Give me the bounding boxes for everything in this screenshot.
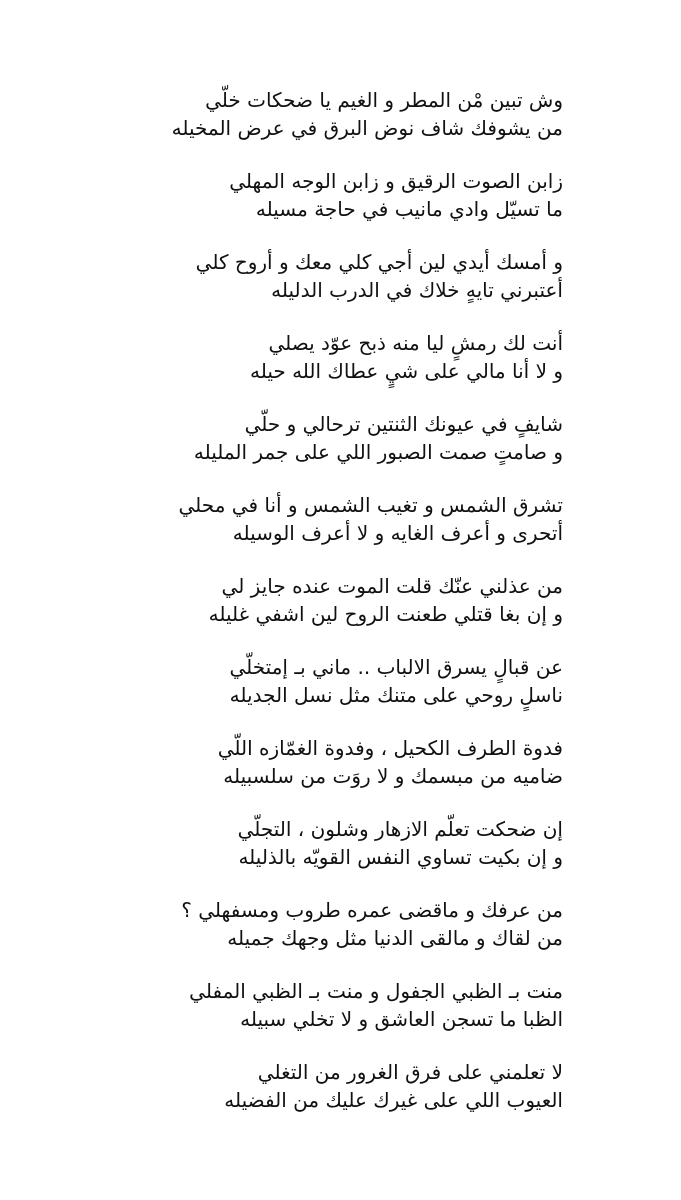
verse-line: فدوة الطرف الكحيل ، وفدوة الغمّازه اللّي <box>217 736 563 760</box>
stanza-3 <box>0 248 681 329</box>
poem <box>0 86 681 1139</box>
verse-line: و لا أنا مالي على شيٍ عطاك الله حيله <box>249 359 563 383</box>
stanza-1 <box>0 86 681 167</box>
verse-line: ناسلٍ روحي على متنك مثل نسل الجديله <box>229 683 563 707</box>
verse-line: تشرق الشمس و تغيب الشمس و أنا في محلي <box>178 493 563 517</box>
stanza-7 <box>0 572 681 653</box>
verse-line: منت بـ الظبي الجفول و منت بـ الظبي المفلي <box>189 979 563 1003</box>
verse-line: ما تسيّل وادي مانيب في حاجة مسيله <box>255 197 563 221</box>
verse-line: ضاميه من مبسمك و لا روَت من سلسبيله <box>223 764 563 788</box>
verse-line: من عذلني عنّك قلت الموت عنده جايز لي <box>221 574 563 598</box>
verse-line: من عرفك و ماقضى عمره طروب ومسفهلي ؟ <box>181 898 563 922</box>
stanza-2 <box>0 167 681 248</box>
verse-line: و إن بكيت تساوي النفس القويّه بالذليله <box>238 845 563 869</box>
stanza-10 <box>0 815 681 896</box>
verse-line: العيوب اللي على غيرك عليك من الفضيله <box>224 1088 563 1112</box>
verse-line: أنت لك رمشٍ ليا منه ذبح عوّد يصلي <box>268 331 563 355</box>
verse-line: زابن الصوت الرقيق و زابن الوجه المهلي <box>229 169 563 193</box>
verse-line: و إن بغا قتلي طعنت الروح لين اشفي غليله <box>208 602 563 626</box>
verse-line: الظبا ما تسجن العاشق و لا تخلي سبيله <box>240 1007 563 1031</box>
verse-line: و أمسك أيدي لين أجي كلي معك و أروح كلي <box>195 250 563 274</box>
verse-line: و صامتٍ صمت الصبور اللي على جمر المليله <box>193 440 563 464</box>
stanza-9 <box>0 734 681 815</box>
verse-line: إن ضحكت تعلّم الازهار وشلون ، التجلّي <box>237 817 563 841</box>
stanza-4 <box>0 329 681 410</box>
verse-line: شايفٍ في عيونك الثنتين ترحالي و حلّي <box>244 412 563 436</box>
stanza-8 <box>0 653 681 734</box>
verse-line: أتحرى و أعرف الغايه و لا أعرف الوسيله <box>232 521 563 545</box>
verse-line: وش تبين مْن المطر و الغيم يا ضحكات خلّي <box>205 88 563 112</box>
stanza-6 <box>0 491 681 572</box>
verse-line: أعتبرني تايهٍ خلاك في الدرب الدليله <box>271 278 563 302</box>
stanza-5 <box>0 410 681 491</box>
verse-line: من يشوفك شاف نوض البرق في عرض المخيله <box>171 116 563 140</box>
verse-line: عن قبالٍ يسرق الالباب .. ماني بـ إمتخلّي <box>229 655 563 679</box>
verse-line: لا تعلمني على فرق الغرور من التغلي <box>257 1060 563 1084</box>
stanza-11 <box>0 896 681 977</box>
stanza-12 <box>0 977 681 1058</box>
stanza-13 <box>0 1058 681 1139</box>
verse-line: من لقاك و مالقى الدنيا مثل وجهك جميله <box>227 926 563 950</box>
